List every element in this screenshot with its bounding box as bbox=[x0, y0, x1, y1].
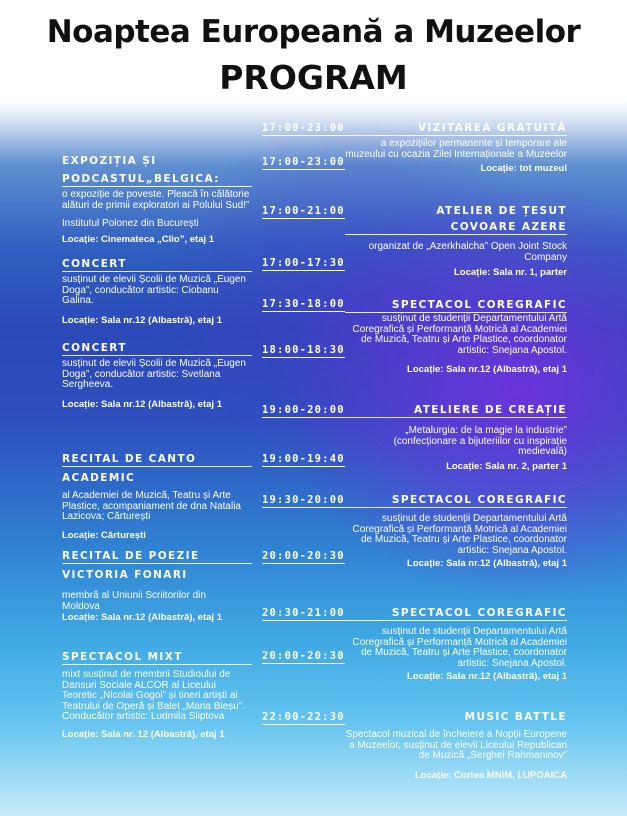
event-description: susținut de elevii Școlii de Muzică „Eugen Doga”, conducător artistic: Ciobanu Galina. bbox=[62, 274, 246, 307]
event-location: Locație: Sala nr. 12 (Albastră), etaj 1 bbox=[62, 728, 225, 740]
event-title: MUSIC BATTLE bbox=[464, 711, 567, 723]
event-title: SPECTACOL COREGRAFIC bbox=[345, 493, 567, 508]
event-location: Locație: Cărturești bbox=[62, 529, 146, 541]
event-description: susținut de elevii Școlii de Muzică „Eugen Doga”, conducător artistic: Svetlana Sergheeva. bbox=[62, 358, 246, 391]
right-event-coregrafic-2 bbox=[345, 493, 567, 570]
event-location: Locație: Sala nr. 1, parter bbox=[454, 267, 567, 279]
event-title: CONCERT bbox=[62, 341, 252, 356]
event-title-cont: VICTORIA FONARI bbox=[62, 569, 188, 581]
event-location: Locație: Sala nr. 2, parter 1 bbox=[446, 460, 567, 472]
event-title-cont: ACADEMIC bbox=[62, 472, 136, 484]
time-slot: 17:00-23:00 bbox=[262, 156, 345, 168]
event-title: RECITAL DE CANTO bbox=[62, 452, 252, 467]
event-organizer: Institutul Polonez din București bbox=[62, 218, 199, 230]
left-event-recital-poezie bbox=[62, 549, 252, 624]
time-slot: 17:00-23:00 bbox=[262, 122, 345, 134]
right-event-music-battle bbox=[345, 710, 567, 782]
left-event-recital-canto bbox=[62, 452, 252, 542]
event-location: Locație: Sala nr.12 (Albastră), etaj 1 bbox=[62, 612, 222, 624]
event-description: Spectacol muzical de încheiere a Nopții Europene a Muzeelor, susținut de elevii Liceului Republican de Muzică „Serghei Rahmaninov” bbox=[345, 729, 567, 762]
event-description: membră al Uniunii Scriitorilor din Moldova bbox=[62, 590, 206, 612]
time-slot: 20:30-21:00 bbox=[262, 607, 345, 619]
event-title: SPECTACOL COREGRAFIC bbox=[345, 298, 567, 313]
event-description: susținut de studenții Departamentului Artă Coregrafică și Performanță Motrică al Academiei de Muzică, Teatru și Arte Plastice, coordonator artistic: Snejana Apostol. bbox=[352, 513, 567, 556]
time-slot: 22:00-22:30 bbox=[262, 711, 345, 723]
event-location: Locație: Sala nr.12 (Albastră), etaj 1 bbox=[62, 314, 222, 326]
event-description: „Metalurgia: de la magie la industrie” (confecționare a bijuteriilor cu inspirație medievală) bbox=[393, 425, 567, 458]
event-title: SPECTACOL MIXT bbox=[62, 650, 252, 665]
left-event-concert-2 bbox=[62, 341, 252, 411]
time-slot: 19:30-20:00 bbox=[262, 494, 345, 506]
right-event-ateliere-creatie bbox=[345, 403, 567, 473]
event-location: Locație: Sala nr.12 (Albastră), etaj 1 bbox=[62, 398, 222, 410]
time-slot: 17:30-18:00 bbox=[262, 298, 345, 310]
event-location: Locație: Sala nr.12 (Albastră), etaj 1 bbox=[407, 671, 567, 683]
time-slot: 20:00-20:30 bbox=[262, 550, 345, 562]
event-description: susținut de studenții Departamentului Artă Coregrafică și Performanță Motrică al Academiei de Muzică, Teatru și Arte Plastice, coordonator artistic: Snejana Apostol. bbox=[352, 313, 567, 356]
right-event-coregrafic-1 bbox=[345, 298, 567, 376]
left-event-belgica bbox=[62, 154, 252, 246]
event-title-cont: PODCASTUL„BELGICA: bbox=[62, 172, 252, 187]
event-title: ATELIER DE ȚESUT bbox=[436, 205, 567, 217]
time-slot: 19:00-20:00 bbox=[262, 404, 345, 416]
event-title: ATELIERE DE CREAȚIE bbox=[345, 403, 567, 418]
time-slot: 17:00-21:00 bbox=[262, 205, 345, 217]
event-description: a expozițiilor permanente și temporare ale muzeului cu ocazia Zilei Internaționale a Muzeelor bbox=[345, 138, 567, 160]
event-location: Locație: Sala nr.12 (Albastră), etaj 1 bbox=[407, 558, 567, 570]
event-description: o expoziție de poveste. Pleacă în călătorie alături de primii exploratori ai Polului Sud!” bbox=[62, 189, 250, 211]
event-title: Noaptea Europeană a Muzeelor bbox=[46, 14, 581, 50]
right-event-vizitare bbox=[345, 121, 567, 175]
event-location: Locație: Cinemateca „Clio”, etaj 1 bbox=[62, 233, 215, 245]
event-title: RECITAL DE POEZIE bbox=[62, 549, 252, 564]
right-event-coregrafic-3 bbox=[345, 606, 567, 683]
event-description: al Academiei de Muzică, Teatru și Arte Plastice, acompaniament de dna Natalia Lazicova; Cărturești bbox=[62, 490, 241, 523]
program-heading: PROGRAM bbox=[219, 58, 408, 97]
event-location: Locație: Sala nr.12 (Albastră), etaj 1 bbox=[407, 364, 567, 376]
time-slot: 17:00-17:30 bbox=[262, 257, 345, 269]
left-event-spectacol-mixt bbox=[62, 650, 252, 741]
event-title: SPECTACOL COREGRAFIC bbox=[345, 606, 567, 621]
time-slot: 20:00-20:30 bbox=[262, 650, 345, 662]
event-description: organizat de „Azerkhalcha” Open Joint Stock Company bbox=[368, 241, 567, 263]
right-event-atelier-tesut bbox=[345, 204, 567, 279]
time-slot: 19:00-19:40 bbox=[262, 453, 345, 465]
event-title: CONCERT bbox=[62, 257, 252, 272]
event-location: Locație: Curtea MNIM, LUPOAICA bbox=[414, 769, 567, 781]
event-description: susținut de studenții Departamentului Artă Coregrafică și Performanță Motrică al Academiei de Muzică, Teatru și Arte Plastice, coordonator artistic: Snejana Apostol. bbox=[352, 626, 567, 669]
time-slot: 18:00-18:30 bbox=[262, 344, 345, 356]
event-title-cont: COVOARE AZERE bbox=[345, 220, 567, 235]
event-title: EXPOZIȚIA ȘI bbox=[62, 155, 157, 167]
event-location: Locație: tot muzeul bbox=[480, 163, 567, 175]
left-event-concert-1 bbox=[62, 257, 252, 327]
event-description: mixt susținut de membrii Studioului de Dansuri Sociale ALCOR al Liceului Teoretic „Nicolai Gogol” și tineri artiști ai Teatrului de Operă și Balet „Maria Bieșu”. Conducător artistic: Ludmila Sliptova bbox=[62, 669, 245, 723]
event-title: VIZITAREA GRATUITĂ bbox=[345, 121, 567, 136]
